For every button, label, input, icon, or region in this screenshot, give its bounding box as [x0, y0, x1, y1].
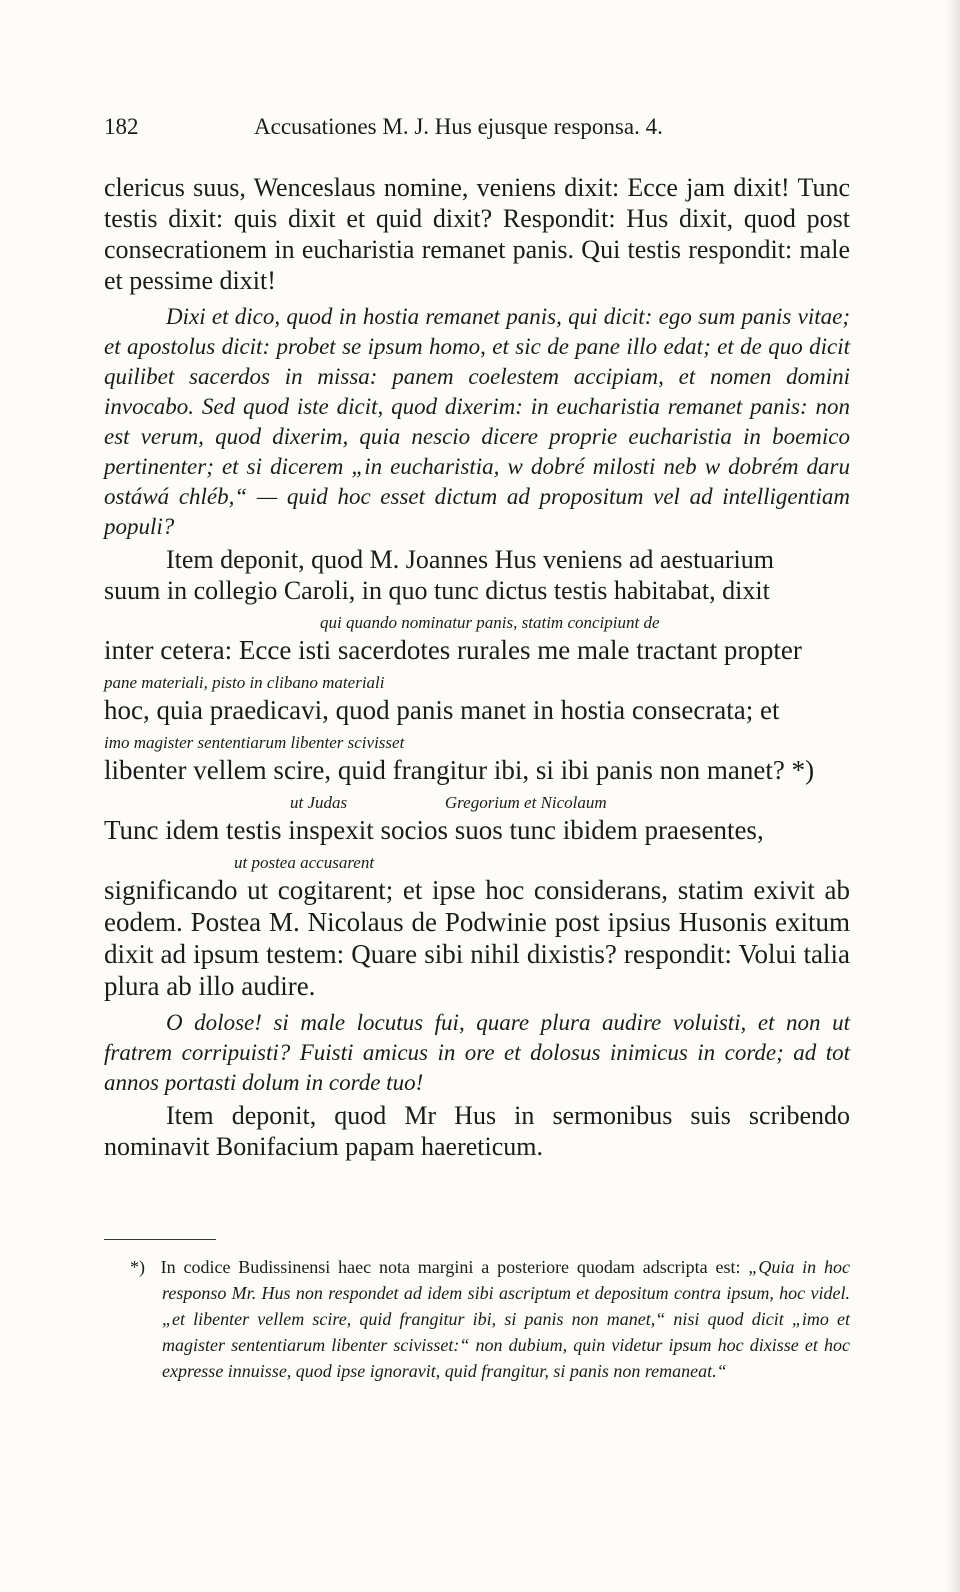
paragraph-deposition-line: inter cetera: Ecce isti sacerdotes rurales me male tractant propter — [104, 635, 802, 665]
interlinear-gloss: pane materiali, pisto in clibano materiali — [104, 673, 385, 692]
running-title: Accusationes M. J. Hus ejusque responsa. 4. — [254, 114, 663, 139]
paragraph-deposition-line: suum in collegio Caroli, in quo tunc dictus testis habitabat, dixit — [104, 576, 770, 605]
footnote-separator — [104, 1239, 216, 1240]
footnote-text: „Quia in hoc responso Mr. Hus non respondet ad idem sibi ascriptum et depositum contra ipsum, hoc videl. „et libenter vellem scire, quid frangitur ibi, si panis non manet,“ nisi quod dicit „imo et magister sententiarum libenter scivisset:“ non dubium, quin videtur ipsum hoc dixisse et hoc expresse innuisse, quod ipse ignoravit, quid frangitur, si panis non remaneat.“ — [162, 1257, 851, 1381]
paragraph-deposition-line: Tunc idem testis inspexit socios suos tunc ibidem praesentes, — [104, 815, 764, 845]
page-edge-shadow — [946, 0, 960, 1592]
main-text — [104, 172, 850, 1162]
paragraph-hus-response-2: O dolose! si male locutus fui, quare plura audire voluisti, et non ut fratrem corripuisti? Fuisti amicus in ore et dolosus inimicus in corde; ad tot annos portasti dolum in corde tuo! — [104, 1010, 850, 1095]
paragraph-deposition-rest: significando ut cogitarent; et ipse hoc considerans, statim exivit ab eodem. Postea M. Nicolaus de Podwinie post ipsius Husonis exitum dixit ad ipsum testem: Quare sibi nihil dixistis? respondit: Volui talia plura ab illo audire. — [104, 875, 850, 1001]
footnote-intro: In codice Budissinensi haec nota margini a posteriore quodam adscripta est: — [160, 1257, 749, 1277]
paragraph-accusation-continued: clericus suus, Wenceslaus nomine, veniens dixit: Ecce jam dixit! Tunc testis dixit: quis dixit et quid dixit? Respondit: Hus dixit, quod post consecrationem in eucharistia remanet panis. Qui testis respondit: male et pessime dixit! — [104, 173, 850, 295]
paragraph-deposition-line: Item deponit, quod M. Joannes Hus veniens ad aestuarium — [166, 545, 774, 574]
interlinear-gloss: qui quando nominatur panis, statim concipiunt de — [320, 613, 660, 632]
running-header — [104, 112, 704, 142]
interlinear-gloss: ut Judas Gregorium et Nicolaum — [290, 793, 607, 812]
paragraph-deposition-bonifacius: Item deponit, quod Mr Hus in sermonibus suis scribendo nominavit Bonifacium papam haereticum. — [104, 1101, 850, 1161]
interlinear-gloss: imo magister sententiarum libenter scivisset — [104, 733, 405, 752]
paragraph-deposition-line: libenter vellem scire, quid frangitur ibi, si ibi panis non manet? *) — [104, 755, 815, 785]
page-number: 182 — [104, 114, 139, 139]
footnote-marker: *) — [130, 1257, 145, 1277]
paragraph-deposition-line: hoc, quia praedicavi, quod panis manet in hostia consecrata; et — [104, 695, 780, 725]
paragraph-hus-response-1: Dixi et dico, quod in hostia remanet panis, qui dicit: ego sum panis vitae; et apostolus dicit: probet se ipsum homo, et sic de pane illo edat; et de quo dicit quilibet sacerdos in missa: panem coelestem accipiam, et nomen domini invocabo. Sed quod iste dicit, quod dixerim: in eucharistia remanet panis: non est verum, quod dixerim, quia nescio dicere proprie eucharistia in boemico pertinenter; et si dicerem „in eucharistia, w dobré milosti neb w dobrém daru ostáwá chléb,“ — quid hoc esset dictum ad propositum vel ad intelligentiam populi? — [104, 304, 850, 539]
footnote — [130, 1254, 850, 1384]
interlinear-gloss: ut postea accusarent — [234, 853, 375, 872]
